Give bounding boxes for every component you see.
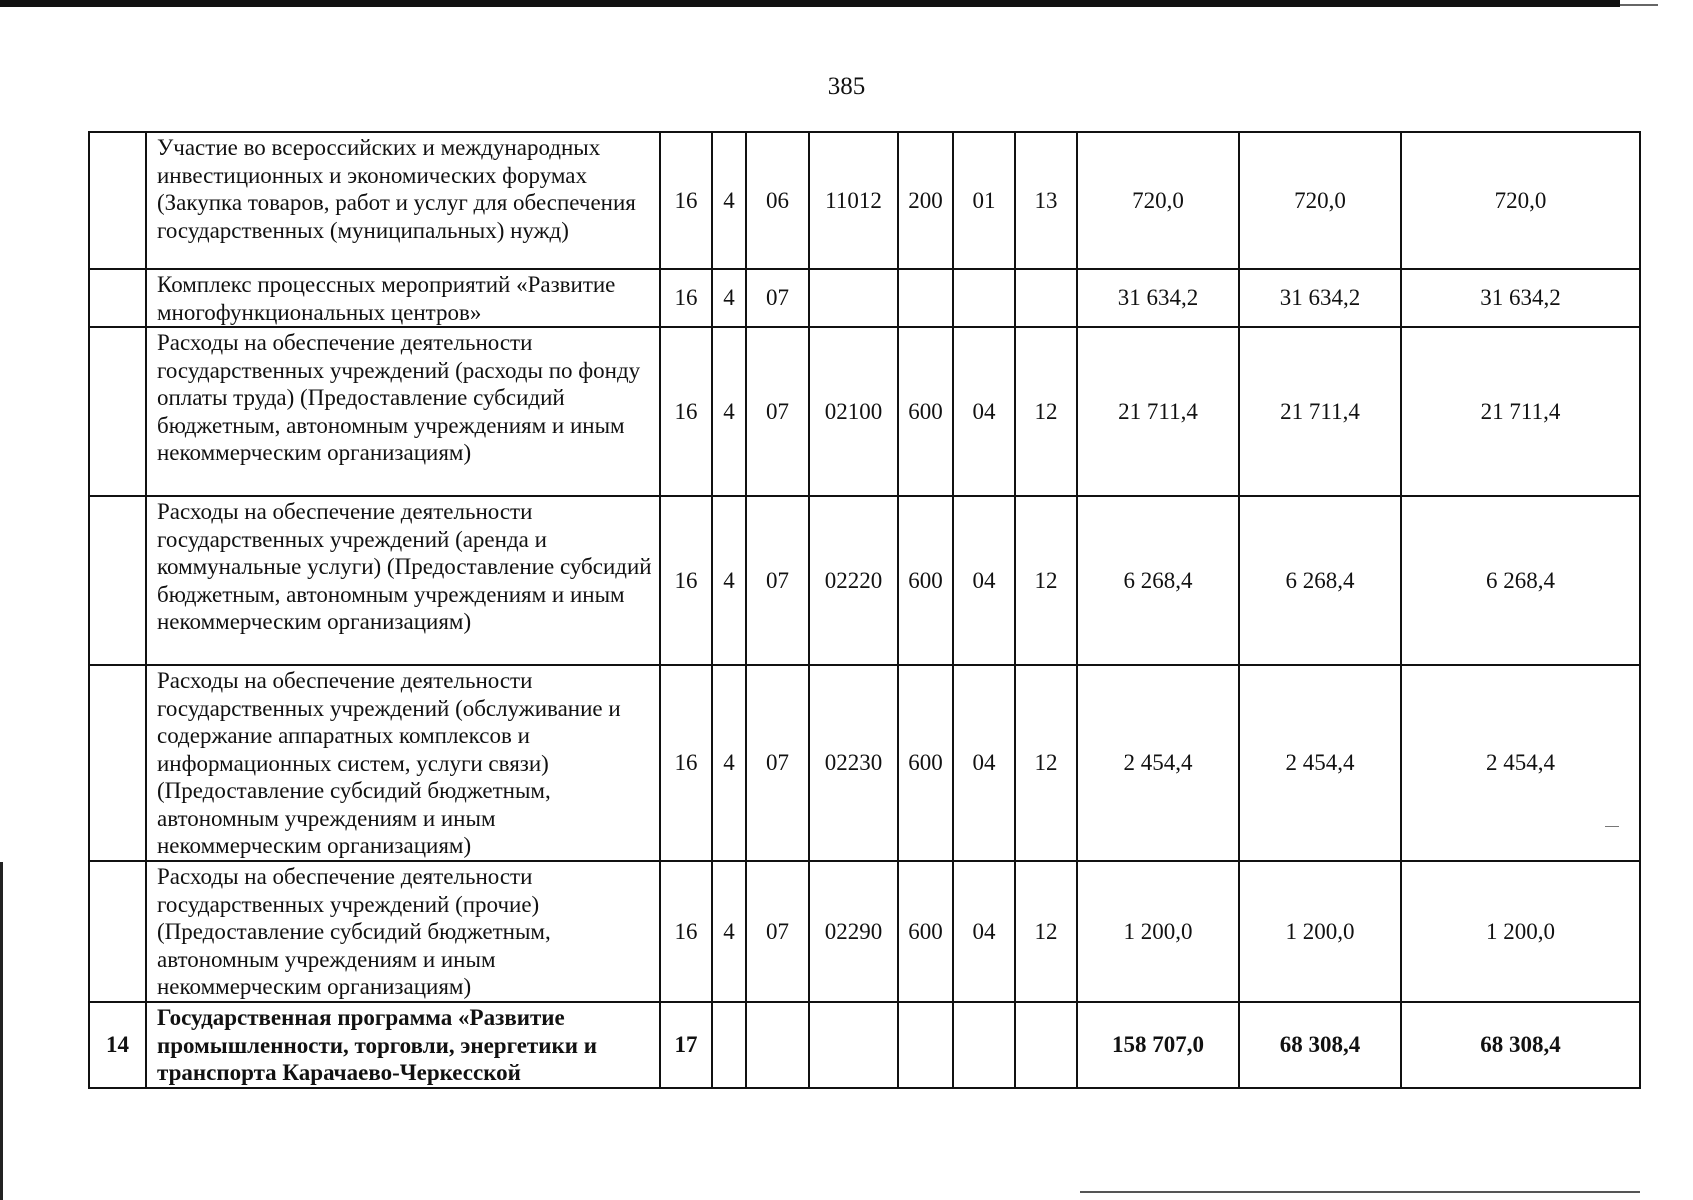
code-cell [809, 1002, 898, 1088]
code-cell [898, 1002, 953, 1088]
amount-cell: 21 711,4 [1401, 327, 1640, 496]
code-cell [1015, 1002, 1077, 1088]
table-body [89, 132, 1640, 1088]
amount-cell: 2 454,4 [1239, 665, 1401, 861]
code-cell [809, 269, 898, 327]
code-cell [898, 269, 953, 327]
row-index [89, 132, 146, 269]
code-cell: 4 [712, 496, 746, 665]
code-cell: 12 [1015, 327, 1077, 496]
code-cell: 600 [898, 861, 953, 1002]
scan-top-border-tail [1620, 4, 1658, 6]
amount-cell: 1 200,0 [1077, 861, 1239, 1002]
code-cell: 200 [898, 132, 953, 269]
code-cell [746, 1002, 809, 1088]
scan-edge-mark [0, 862, 3, 1200]
code-cell: 07 [746, 496, 809, 665]
code-cell: 4 [712, 327, 746, 496]
code-cell: 12 [1015, 496, 1077, 665]
amount-cell: 68 308,4 [1239, 1002, 1401, 1088]
amount-cell: 158 707,0 [1077, 1002, 1239, 1088]
row-index [89, 496, 146, 665]
code-cell [953, 269, 1015, 327]
code-cell: 07 [746, 269, 809, 327]
code-cell: 13 [1015, 132, 1077, 269]
code-cell: 07 [746, 327, 809, 496]
table-row [89, 132, 1640, 269]
amount-cell: 6 268,4 [1401, 496, 1640, 665]
amount-cell: 720,0 [1077, 132, 1239, 269]
amount-cell: 2 454,4 [1401, 665, 1640, 861]
table-row [89, 861, 1640, 1002]
scan-bottom-line [1080, 1191, 1640, 1193]
code-cell: 04 [953, 327, 1015, 496]
code-cell: 600 [898, 327, 953, 496]
code-cell: 04 [953, 861, 1015, 1002]
code-cell: 12 [1015, 665, 1077, 861]
code-cell: 16 [660, 496, 712, 665]
code-cell: 4 [712, 269, 746, 327]
code-cell: 16 [660, 269, 712, 327]
code-cell [1015, 269, 1077, 327]
amount-cell: 6 268,4 [1077, 496, 1239, 665]
code-cell: 02100 [809, 327, 898, 496]
code-cell: 16 [660, 861, 712, 1002]
code-cell: 02220 [809, 496, 898, 665]
code-cell [953, 1002, 1015, 1088]
amount-cell: 31 634,2 [1239, 269, 1401, 327]
row-description: Участие во всероссийских и международных инвестиционных и экономических форумах (Закупка товаров, работ и услуг для обеспечения государственных (муниципальных) нужд) [146, 132, 660, 269]
code-cell: 01 [953, 132, 1015, 269]
code-cell: 600 [898, 496, 953, 665]
row-index [89, 665, 146, 861]
row-description: Расходы на обеспечение деятельности государственных учреждений (расходы по фонду оплаты труда) (Предоставление субсидий бюджетным, автономным учреждениям и иным некоммерческим организациям) [146, 327, 660, 496]
amount-cell: 31 634,2 [1077, 269, 1239, 327]
row-description: Государственная программа «Развитие промышленности, торговли, энергетики и транспорта Карачаево-Черкесской [146, 1002, 660, 1088]
row-description: Расходы на обеспечение деятельности государственных учреждений (прочие) (Предоставление субсидий бюджетным, автономным учреждениям и иным некоммерческим организациям) [146, 861, 660, 1002]
amount-cell: 21 711,4 [1239, 327, 1401, 496]
code-cell: 07 [746, 665, 809, 861]
amount-cell: 68 308,4 [1401, 1002, 1640, 1088]
code-cell: 11012 [809, 132, 898, 269]
code-cell: 17 [660, 1002, 712, 1088]
code-cell: 16 [660, 327, 712, 496]
scan-tick-mark [1605, 826, 1619, 827]
table-row [89, 269, 1640, 327]
amount-cell: 2 454,4 [1077, 665, 1239, 861]
code-cell: 06 [746, 132, 809, 269]
table-row [89, 327, 1640, 496]
row-description: Расходы на обеспечение деятельности государственных учреждений (аренда и коммунальные услуги) (Предоставление субсидий бюджетным, автономным учреждениям и иным некоммерческим организациям) [146, 496, 660, 665]
budget-table [88, 131, 1641, 1089]
code-cell: 04 [953, 665, 1015, 861]
code-cell: 16 [660, 132, 712, 269]
amount-cell: 1 200,0 [1239, 861, 1401, 1002]
code-cell: 4 [712, 132, 746, 269]
table-row [89, 496, 1640, 665]
amount-cell: 720,0 [1239, 132, 1401, 269]
code-cell: 02230 [809, 665, 898, 861]
amount-cell: 31 634,2 [1401, 269, 1640, 327]
table-row [89, 1002, 1640, 1088]
amount-cell: 6 268,4 [1239, 496, 1401, 665]
code-cell [712, 1002, 746, 1088]
row-index [89, 861, 146, 1002]
row-index [89, 327, 146, 496]
amount-cell: 720,0 [1401, 132, 1640, 269]
amount-cell: 21 711,4 [1077, 327, 1239, 496]
amount-cell: 1 200,0 [1401, 861, 1640, 1002]
code-cell: 07 [746, 861, 809, 1002]
code-cell: 4 [712, 665, 746, 861]
scan-top-border [0, 0, 1620, 7]
row-index: 14 [89, 1002, 146, 1088]
code-cell: 02290 [809, 861, 898, 1002]
code-cell: 4 [712, 861, 746, 1002]
code-cell: 04 [953, 496, 1015, 665]
table-row [89, 665, 1640, 861]
code-cell: 16 [660, 665, 712, 861]
page-number: 385 [827, 73, 866, 100]
row-index [89, 269, 146, 327]
row-description: Комплекс процессных мероприятий «Развитие многофункциональных центров» [146, 269, 660, 327]
row-description: Расходы на обеспечение деятельности государственных учреждений (обслуживание и содержание аппаратных комплексов и информационных систем, услуги связи) (Предоставление субсидий бюджетным, автономным учреждениям и иным некоммерческим организациям) [146, 665, 660, 861]
code-cell: 600 [898, 665, 953, 861]
code-cell: 12 [1015, 861, 1077, 1002]
